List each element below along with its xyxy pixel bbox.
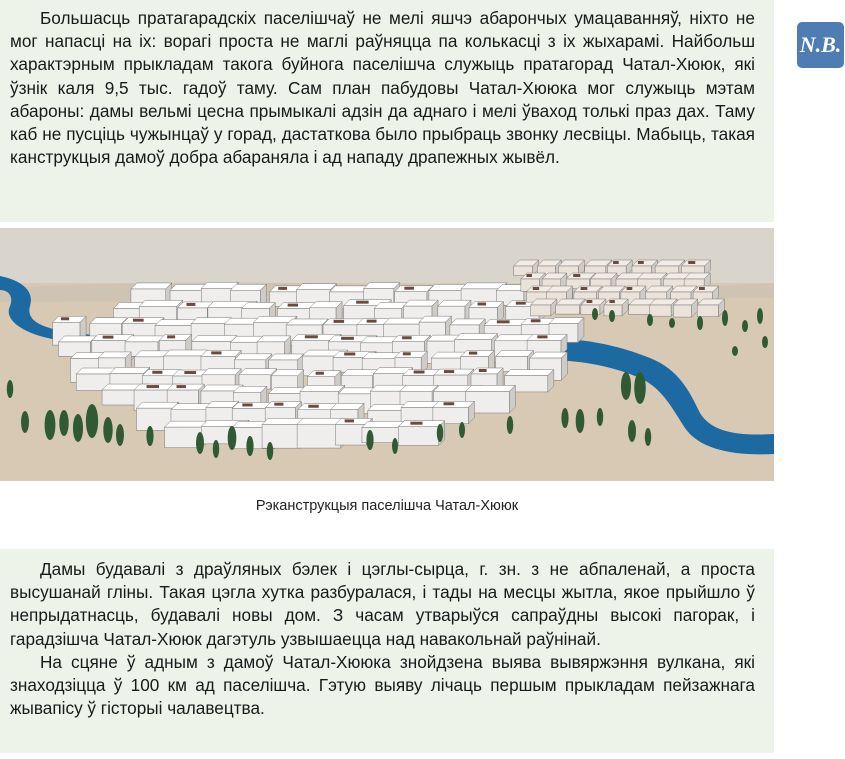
settlement-illustration — [0, 228, 774, 481]
tree — [561, 408, 568, 428]
tree — [73, 414, 83, 442]
top-text-panel — [0, 0, 774, 222]
tree — [742, 320, 748, 332]
tree — [86, 404, 98, 438]
tree — [634, 372, 646, 404]
tree — [246, 436, 253, 456]
paragraph-painting: На сцяне ў адным з дамоў Чатал-Хююка знойдзена выява вывяржэння вулкана, які знаходзіцца ў 100 км ад паселішча. Гэтую выяву лічаць першым прыкладам пейзажнага жывапісу ў гісторыі чалавецтва. — [10, 651, 755, 719]
tree — [267, 442, 273, 460]
tree — [146, 426, 153, 446]
tree — [609, 310, 615, 322]
tree — [507, 416, 513, 434]
tree — [366, 430, 373, 450]
nb-badge: N.B. — [797, 22, 844, 68]
tree — [647, 314, 653, 326]
tree — [697, 316, 703, 330]
tree — [228, 426, 237, 450]
tree — [645, 428, 651, 446]
tree — [45, 410, 56, 440]
tree — [628, 420, 636, 442]
house — [530, 299, 556, 316]
house — [604, 299, 628, 316]
tree — [213, 440, 219, 458]
paragraph-intro: Большасць пратагарадскіх паселішчаў не мелі яшчэ абарончых умацаванняў, ніхто не мог напасці на іх: ворагі проста не маглі раўняцца па колькасці з іх жыхарамі. Найбольш характэрным прыкладам такога буйнога паселішча служыць пратагорад Чатал-Хююк, які ўзнік каля 9,5 тыс. гадоў таму. Сам план пабудовы Чатал-Хююка мог служыць мэтам абароны: дамы вельмі цесна прымыкалі адзін да аднаго і мелі ўваход толькі праз дах. Таму каб не пусціць чужынцаў у горад, дастаткова было прыбраць звонку лесвіцы. Мабыць, такая канструкцыя дамоў добра абараняла і ад нападу драпежных жывёл. — [10, 8, 755, 168]
house — [697, 299, 724, 317]
tree — [392, 438, 398, 454]
tree — [732, 346, 738, 356]
tree — [762, 336, 768, 348]
tree — [103, 417, 112, 443]
tree — [722, 310, 728, 326]
tree — [116, 424, 124, 446]
tree — [592, 308, 598, 320]
tree — [576, 409, 585, 433]
tree — [21, 411, 29, 433]
paragraph-building: Дамы будавалі з драўляных бэлек і цэглы-сырца, г. зн. з не абпаленай, а проста высушанай гліны. Такая цэгла хутка разбуралася, і тады на месцы жытла, якое прыйшло ў непрыдатнасць, будавалі новы дом. З часам утварыўся сапраўдны высокі пагорак, і гарадзішча Чатал-Хююк дагэтуль узвышаецца над навакольнай раўнінай. — [10, 559, 755, 649]
tree — [757, 308, 763, 324]
text-block-top — [10, 7, 755, 169]
tree — [621, 372, 631, 400]
text-block-bottom — [10, 558, 755, 720]
house — [673, 299, 697, 317]
tree — [437, 424, 443, 442]
bottom-text-panel — [0, 549, 774, 753]
house — [649, 299, 677, 316]
tree — [669, 318, 675, 328]
tree — [7, 380, 13, 398]
tree — [196, 432, 204, 454]
house — [433, 401, 475, 423]
tree — [597, 408, 603, 426]
tree — [59, 410, 68, 436]
tree — [459, 422, 465, 438]
figure-caption: Рэканструкцыя паселішча Чатал-Хююк — [255, 498, 519, 514]
